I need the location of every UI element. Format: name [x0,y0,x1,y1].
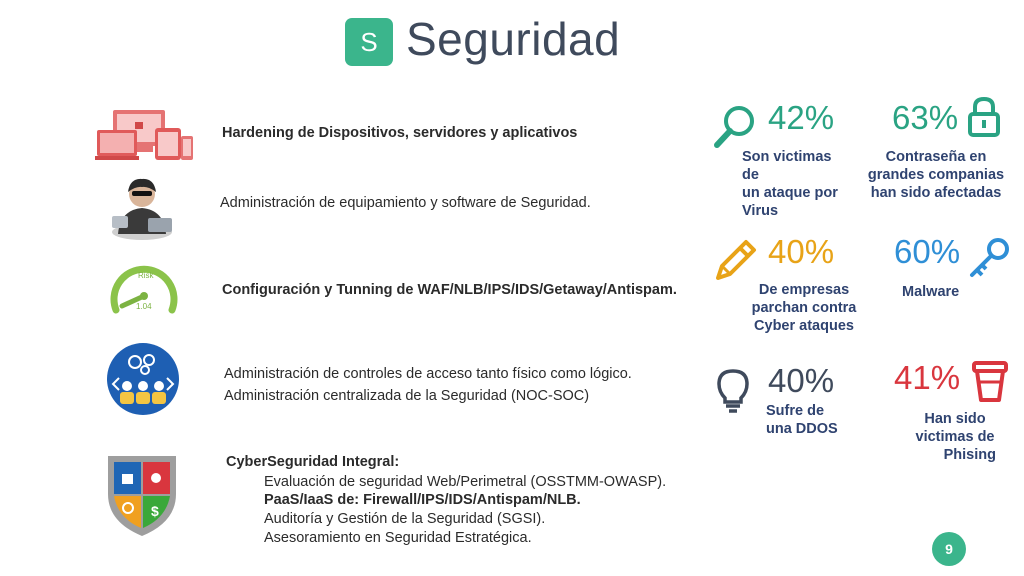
key-icon [966,236,1012,282]
gauge-label: Risk [138,271,154,280]
item-administracion-text: Administración de equipamiento y software de Seguridad. [220,195,591,211]
integral-line-3: Auditoría y Gestión de la Seguridad (SGSI). [264,511,546,527]
stat-patch-desc: De empresas parchan contra Cyber ataques [751,282,857,334]
item-controles-line-1: Administración de controles de acceso tanto físico como lógico. [224,366,632,382]
integral-line-1: Evaluación de seguridad Web/Perimetral (OSSTMM-OWASP). [264,474,667,490]
access-control-icon [105,342,181,416]
magnifier-icon [712,104,756,150]
stat-malware-percent: 60% [894,233,961,270]
integral-line-2: PaaS/IaaS de: Firewall/IPS/IDS/Antispam/NLB. [264,492,581,508]
gauge-value: 1.04 [136,302,152,311]
pencil-icon [712,238,758,284]
lock-icon [966,96,1002,138]
item-configuracion-text: Configuración y Tunning de WAF/NLB/IPS/IDS/Getaway/Antispam. [222,282,677,298]
stat-virus-percent: 42% [768,99,835,136]
hacker-icon [108,174,178,240]
stat-malware-desc: Malware [902,284,960,300]
integral-heading: CyberSeguridad Integral: [226,454,400,470]
stat-patch-percent: 40% [768,233,835,270]
page-number-badge: 9 [932,532,966,566]
svg-text:$: $ [151,503,159,519]
lightbulb-icon [716,368,750,414]
integral-line-4: Asesoramiento en Seguridad Estratégica. [264,530,532,546]
stat-ddos-percent: 40% [768,362,835,399]
stat-phishing-desc: Han sido victimas de Phising [915,411,996,463]
stat-password-desc: Contraseña en grandes companias han sido afectadas [867,149,1005,201]
shield-icon [104,450,180,538]
page-title: Seguridad [406,13,621,65]
risk-gauge-icon [108,256,180,318]
devices-icon [95,106,195,164]
cup-icon [970,360,1010,404]
stat-virus-desc: Son victimas de un ataque por Virus [742,149,838,219]
stat-phishing-percent: 41% [894,359,961,396]
stat-ddos-desc: Sufre de una DDOS [766,403,838,437]
logo-badge: S [345,18,393,66]
item-controles-line-2: Administración centralizada de la Seguridad (NOC-SOC) [224,388,590,404]
item-hardening-text: Hardening de Dispositivos, servidores y aplicativos [222,125,578,141]
stat-password-percent: 63% [892,99,959,136]
